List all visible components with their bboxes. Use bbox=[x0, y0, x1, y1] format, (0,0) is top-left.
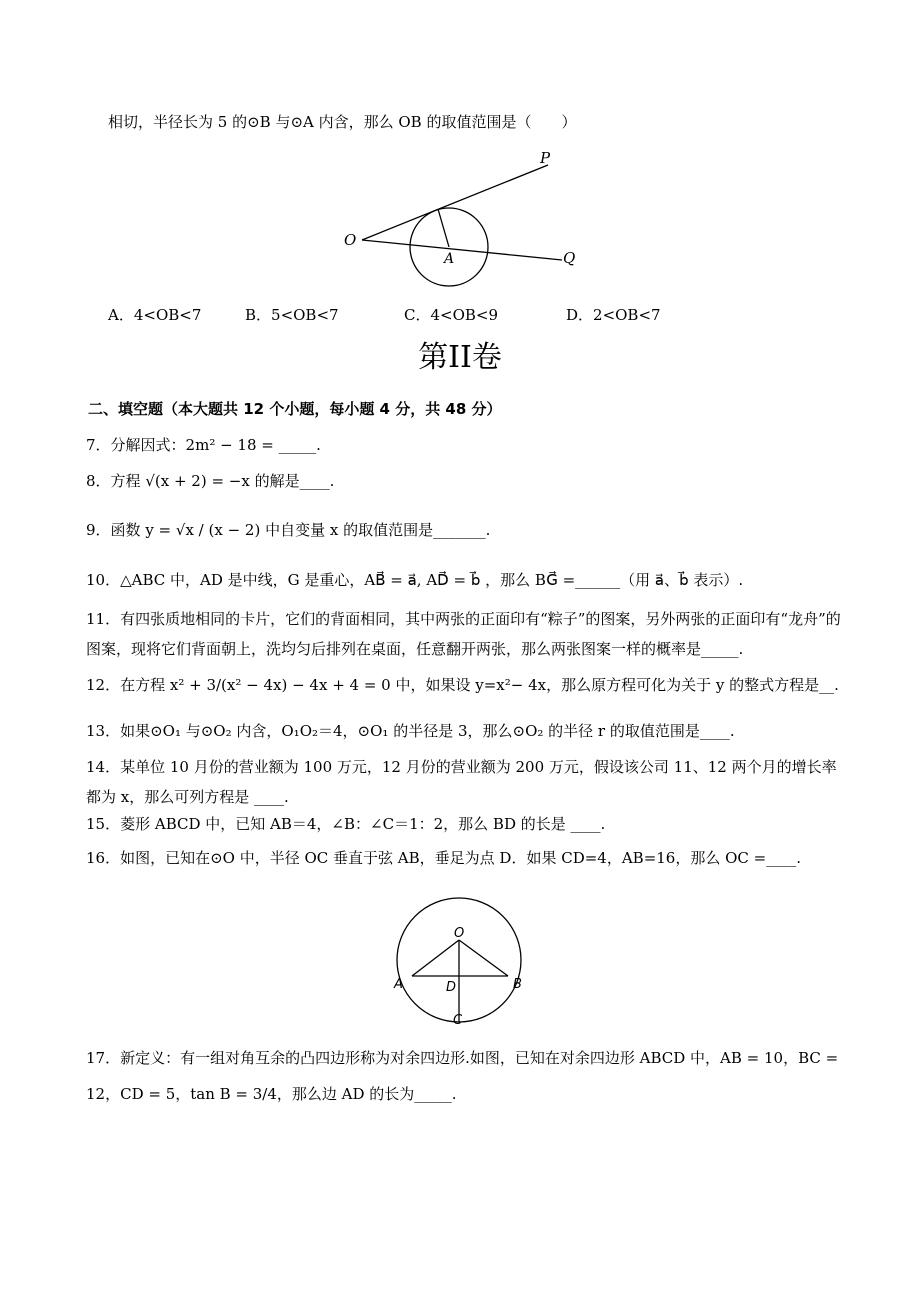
segment-ob bbox=[459, 940, 508, 976]
question-text: 新定义：有一组对角互余的凸四边形称为对余四边形.如图，已知在对余四边形 ABCD 中，AB = 10，BC = 12，CD = 5，tan B = 3/4，那么边 AD 的长为_____. bbox=[86, 1049, 839, 1103]
question-text: 如图，已知在⊙O 中，半径 OC 垂直于弦 AB，垂足为点 D．如果 CD=4，AB=16，那么 OC =____. bbox=[120, 849, 801, 867]
label-c: C bbox=[453, 1013, 463, 1028]
question-text: 方程 √(x + 2) = −x 的解是____. bbox=[110, 472, 335, 490]
question-9 bbox=[86, 519, 490, 541]
label-a: A bbox=[394, 977, 403, 992]
question-text: 某单位 10 月份的营业额为 100 万元，12 月份的营业额为 200 万元，假设该公司 11、12 两个月的增长率都为 x，那么可列方程是 ____. bbox=[86, 758, 837, 806]
label-o: O bbox=[454, 926, 465, 941]
option-b: B．5<OB<7 bbox=[245, 306, 339, 324]
question-number: 12． bbox=[86, 676, 121, 694]
question-12 bbox=[86, 674, 839, 696]
question-number: 14． bbox=[86, 758, 121, 776]
question-text: 如果⊙O₁ 与⊙O₂ 内含，O₁O₂＝4，⊙O₁ 的半径是 3，那么⊙O₂ 的半径 r 的取值范围是____. bbox=[120, 722, 735, 740]
question-text: 有四张质地相同的卡片，它们的背面相同，其中两张的正面印有“粽子”的图案，另外两张的正面印有“龙舟”的图案，现将它们背面朝上，洗均匀后排列在桌面，任意翻开两张，那么两张图案一样的概率是_____. bbox=[86, 610, 841, 658]
segment-oa bbox=[412, 940, 459, 976]
question-number: 15． bbox=[86, 815, 121, 833]
ray-op bbox=[362, 165, 548, 240]
label-q: Q bbox=[563, 249, 576, 267]
question-number: 13． bbox=[86, 722, 121, 740]
question-text: 菱形 ABCD 中，已知 AB＝4，∠B：∠C＝1：2，那么 BD 的长是 ____. bbox=[120, 815, 606, 833]
figure-circle-chord bbox=[384, 880, 534, 1030]
question-8 bbox=[86, 470, 334, 492]
label-a: A bbox=[444, 251, 455, 267]
label-o: O bbox=[344, 231, 357, 249]
option-c: C．4<OB<9 bbox=[404, 306, 499, 324]
question-10 bbox=[86, 569, 743, 591]
radius-line bbox=[438, 209, 449, 247]
question-number: 10． bbox=[86, 571, 121, 589]
question-13 bbox=[86, 720, 735, 742]
label-p: P bbox=[540, 149, 551, 167]
question-17 bbox=[86, 1040, 846, 1112]
question-11 bbox=[86, 604, 846, 664]
question-text: 在方程 x² + 3/(x² − 4x) − 4x + 4 = 0 中，如果设 y=x²− 4x，那么原方程可化为关于 y 的整式方程是__. bbox=[120, 676, 839, 694]
figure-tangent-circle bbox=[330, 145, 600, 295]
question-7 bbox=[86, 434, 321, 456]
section-heading: 二、填空题（本大题共 12 个小题，每小题 4 分，共 48 分） bbox=[88, 400, 502, 418]
option-a: A．4<OB<7 bbox=[108, 306, 202, 324]
volume-title: 第II卷 bbox=[418, 340, 502, 375]
question-number: 11． bbox=[86, 610, 121, 628]
label-d: D bbox=[446, 980, 457, 995]
question-16 bbox=[86, 847, 801, 869]
question-14 bbox=[86, 752, 846, 812]
question-text: 函数 y = √x / (x − 2) 中自变量 x 的取值范围是_______. bbox=[110, 521, 491, 539]
question-number: 9． bbox=[86, 521, 111, 539]
label-b: B bbox=[513, 977, 522, 992]
option-d: D．2<OB<7 bbox=[566, 306, 661, 324]
question-number: 17． bbox=[86, 1049, 121, 1067]
continuation-line: 相切，半径长为 5 的⊙B 与⊙A 内含，那么 OB 的取值范围是（ ） bbox=[108, 113, 577, 131]
question-15 bbox=[86, 813, 605, 835]
question-text: 分解因式：2m² − 18 = _____. bbox=[110, 436, 321, 454]
question-number: 8． bbox=[86, 472, 111, 490]
question-text: △ABC 中，AD 是中线，G 是重心，AB⃗ = a⃗, AD⃗ = b⃗ ，那么 BG⃗ =______（用 a⃗、b⃗ 表示）. bbox=[120, 571, 744, 589]
ray-oq bbox=[362, 240, 562, 260]
question-number: 16． bbox=[86, 849, 121, 867]
question-number: 7． bbox=[86, 436, 111, 454]
